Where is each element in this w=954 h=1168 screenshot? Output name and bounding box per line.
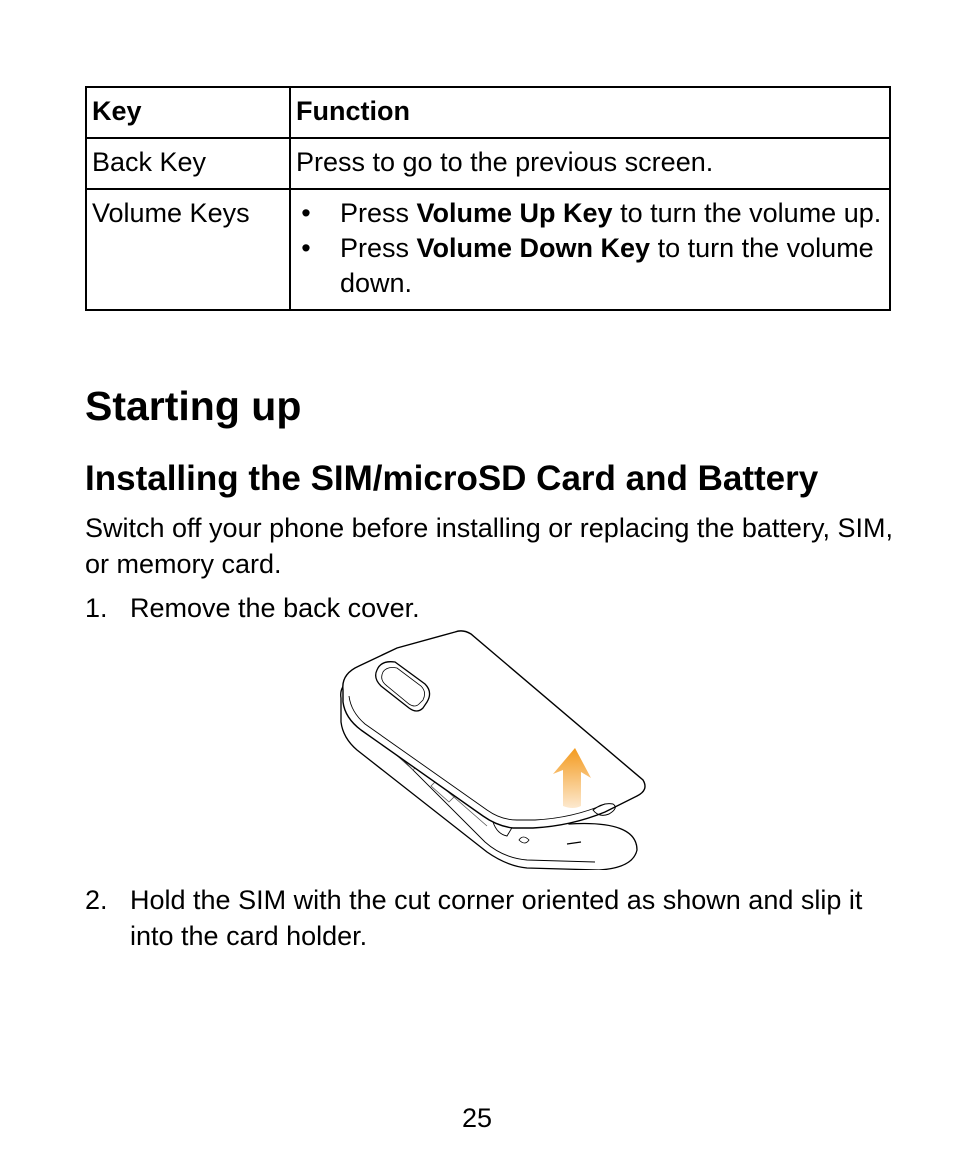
- bullet-icon: •: [301, 198, 311, 228]
- bullet-text-post: to turn the volume down.: [340, 233, 874, 298]
- step-text: Hold the SIM with the cut corner oriented as shown and slip it into the card holder.: [130, 885, 863, 951]
- step-text: Remove the back cover.: [130, 593, 420, 623]
- list-item: [296, 231, 883, 301]
- step-2: [85, 882, 895, 954]
- table-row: [86, 189, 890, 310]
- phone-back-cover-removal-icon: [337, 630, 647, 870]
- bullet-text-post: to turn the volume up.: [612, 198, 882, 228]
- volume-down-key-label: Volume Down Key: [416, 233, 651, 263]
- table-cell-back-key-function: Press to go to the previous screen.: [290, 138, 890, 189]
- bullet-icon: •: [301, 233, 311, 263]
- list-item: [296, 196, 883, 231]
- step-number: 2.: [85, 885, 108, 915]
- table-header-function: Function: [290, 87, 890, 138]
- subsection-title: Installing the SIM/microSD Card and Battery: [85, 459, 819, 498]
- section-title: Starting up: [85, 383, 302, 429]
- step-number: 1.: [85, 593, 108, 623]
- intro-paragraph: Switch off your phone before installing or replacing the battery, SIM, or memory card.: [85, 513, 893, 579]
- bullet-text-pre: Press: [340, 233, 417, 263]
- bullet-text-pre: Press: [340, 198, 417, 228]
- key-function-table: [85, 86, 891, 311]
- table-header-key: Key: [86, 87, 290, 138]
- table-cell-back-key: Back Key: [86, 138, 290, 189]
- step-1: [85, 590, 895, 626]
- table-cell-volume-keys-function: [290, 189, 890, 310]
- table-row: [86, 138, 890, 189]
- volume-bullet-list: [296, 196, 883, 301]
- table-header-row: [86, 87, 890, 138]
- document-page: [85, 86, 893, 951]
- volume-up-key-label: Volume Up Key: [416, 198, 613, 228]
- page-number: 25: [461, 1103, 493, 1133]
- table-cell-volume-keys: Volume Keys: [86, 189, 290, 310]
